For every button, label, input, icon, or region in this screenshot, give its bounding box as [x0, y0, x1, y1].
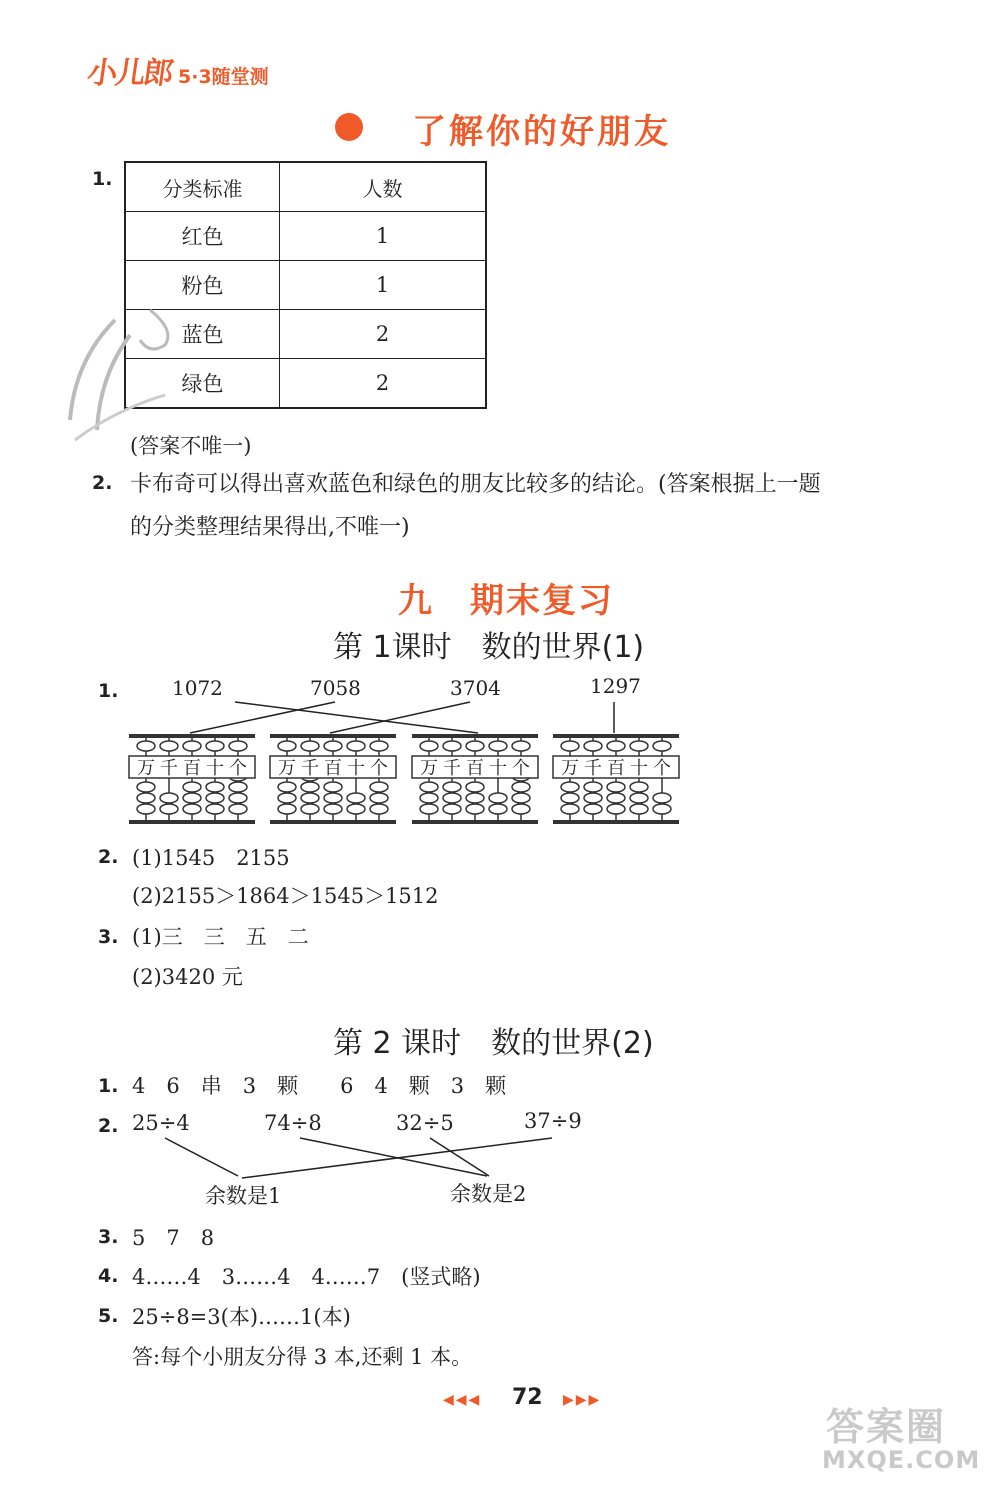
- expression-label: 74÷8: [264, 1111, 322, 1135]
- place-label: 十: [347, 758, 365, 779]
- question-number: 4.: [98, 1265, 119, 1287]
- place-label: 十: [630, 758, 648, 779]
- page-number: 72: [512, 1385, 543, 1410]
- table-cell: 蓝色: [125, 310, 280, 359]
- abacus-diagram: [125, 732, 259, 828]
- answer-text: (2)2155＞1864＞1545＞1512: [132, 884, 439, 908]
- table-cell: 绿色: [125, 359, 280, 409]
- place-label: 百: [183, 758, 201, 779]
- place-label: 个: [229, 758, 247, 779]
- number-label: 7058: [310, 676, 361, 700]
- question-number: 1.: [98, 680, 119, 702]
- place-label: 万: [278, 758, 296, 779]
- abacus-diagram: [549, 732, 683, 828]
- place-label: 百: [466, 758, 484, 779]
- place-label: 万: [420, 758, 438, 779]
- table-header-cell: 分类标准: [125, 162, 280, 212]
- question-number: 1.: [98, 1075, 119, 1097]
- place-label: 百: [324, 758, 342, 779]
- number-label: 1072: [172, 676, 223, 700]
- brand-logo: 小儿郎: [85, 56, 174, 91]
- place-label: 个: [512, 758, 530, 779]
- lesson-title: 第 2 课时 数的世界(2): [333, 1026, 654, 1061]
- answer-text: 4 6 串 3 颗 6 4 颗 3 颗: [132, 1074, 507, 1098]
- remainder-answer: 余数是2: [450, 1182, 527, 1206]
- watermark-url: MXQE.COM: [822, 1446, 981, 1474]
- place-label: 千: [301, 758, 319, 779]
- place-label: 十: [206, 758, 224, 779]
- section-title: 九 期末复习: [398, 581, 614, 621]
- place-label: 个: [370, 758, 388, 779]
- answer-text: 的分类整理结果得出,不唯一): [130, 515, 410, 540]
- question-number: 2.: [98, 1115, 119, 1137]
- answer-note: (答案不唯一): [130, 434, 252, 458]
- place-label: 十: [489, 758, 507, 779]
- place-label: 千: [160, 758, 178, 779]
- table-header-cell: 人数: [280, 162, 487, 212]
- match-line: [165, 1138, 238, 1176]
- question-number: 3.: [98, 926, 119, 948]
- series-name: 5·3随堂测: [178, 66, 269, 88]
- answer-text: (2)3420 元: [132, 965, 243, 989]
- lesson-title: 第 1课时 数的世界(1): [333, 630, 645, 665]
- right-arrows-icon: ▶▶▶: [563, 1392, 602, 1408]
- expression-label: 25÷4: [132, 1111, 190, 1135]
- match-line: [235, 702, 478, 733]
- place-label: 千: [443, 758, 461, 779]
- watermark-logo: 答案圈: [826, 1405, 947, 1449]
- remainder-answer: 余数是1: [205, 1184, 282, 1208]
- number-label: 3704: [450, 676, 501, 700]
- answer-text: 卡布奇可以得出喜欢蓝色和绿色的朋友比较多的结论。(答案根据上一题: [130, 472, 821, 497]
- table-cell: 2: [280, 359, 487, 409]
- answer-text: 5 7 8: [132, 1226, 215, 1250]
- question-number: 2.: [92, 472, 113, 494]
- place-label: 百: [607, 758, 625, 779]
- match-line: [190, 702, 335, 733]
- table-cell: 2: [280, 310, 487, 359]
- answer-text: 25÷8=3(本)……1(本): [132, 1305, 351, 1329]
- table-cell: 粉色: [125, 261, 280, 310]
- question-number: 2.: [98, 846, 119, 868]
- table-cell: 1: [280, 261, 487, 310]
- left-arrows-icon: ◀◀◀: [443, 1392, 482, 1408]
- section-title: 了解你的好朋友: [412, 112, 671, 152]
- place-label: 万: [561, 758, 579, 779]
- table-cell: 红色: [125, 212, 280, 261]
- table-cell: 1: [280, 212, 487, 261]
- place-label: 个: [653, 758, 671, 779]
- answer-text: (1)三 三 五 二: [132, 925, 309, 949]
- abacus-diagram: [408, 732, 542, 828]
- answer-text: 答:每个小朋友分得 3 本,还剩 1 本。: [132, 1345, 473, 1369]
- question-number: 5.: [98, 1305, 119, 1327]
- abacus-diagram: [266, 732, 400, 828]
- expression-label: 32÷5: [396, 1111, 454, 1135]
- question-number: 1.: [92, 168, 113, 190]
- answer-text: 4……4 3……4 4……7 (竖式略): [132, 1265, 481, 1289]
- question-number: 3.: [98, 1226, 119, 1248]
- place-label: 千: [584, 758, 602, 779]
- number-label: 1297: [590, 674, 641, 698]
- place-label: 万: [137, 758, 155, 779]
- expression-label: 37÷9: [524, 1109, 582, 1133]
- answer-text: (1)1545 2155: [132, 846, 290, 870]
